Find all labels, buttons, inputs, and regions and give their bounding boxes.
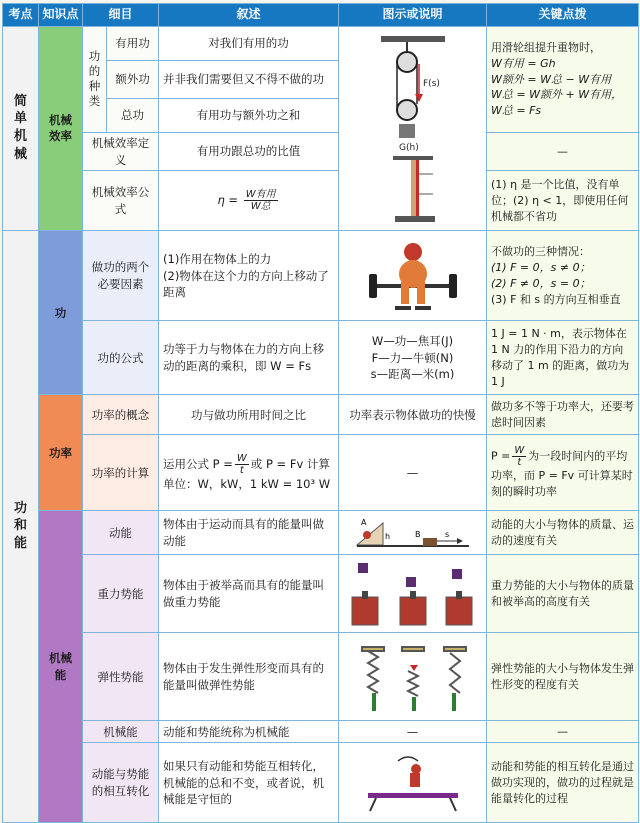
key-pulley xyxy=(487,27,639,133)
conversion-desc: 如果只有动能和势能互相转化，机械能的总和不变，或者说，机械能是守恒的 xyxy=(159,743,339,823)
pulley-force-label: F(s) xyxy=(422,78,440,89)
gravity-illustration xyxy=(339,555,487,633)
key-pulley-f3: W总 = W额外 + W有用， xyxy=(491,88,623,102)
conversion-name: 动能与势能的相互转化 xyxy=(83,743,159,823)
elastic-illustration xyxy=(339,633,487,721)
key-conversion: 动能和势能的相互转化是通过做功实现的，做功的过程就是能量转化的过程 xyxy=(487,743,639,823)
extra-work-name: 额外功 xyxy=(107,61,159,99)
power-calc-post: 或 P = Fv 计算 xyxy=(250,457,330,471)
total-work-desc: 有用功与额外功之和 xyxy=(159,99,339,133)
work-unit-f: F—力—牛顿(N) xyxy=(371,350,454,365)
work-types-label: 功的种类 xyxy=(83,27,107,133)
key-no-work-c3: (3) F 和 s 的方向互相垂直 xyxy=(491,292,621,306)
eff-def-desc: 有用功跟总功的比值 xyxy=(159,133,339,171)
gravity-name: 重力势能 xyxy=(83,555,159,633)
knowledge-power: 功率 xyxy=(39,395,83,511)
eff-den: W总 xyxy=(250,201,271,213)
key-no-work xyxy=(487,231,639,321)
eta-symbol: η = xyxy=(217,193,239,208)
power-calc-num: W xyxy=(236,453,247,464)
key-no-work-c2: (2) F ≠ 0，s = 0； xyxy=(491,276,591,290)
power-calc-den: t xyxy=(239,465,244,476)
kinetic-label-b: B xyxy=(414,529,421,539)
kinetic-label-s: s xyxy=(444,529,449,539)
power-concept-name: 功率的概念 xyxy=(83,395,159,435)
header-detail: 细目 xyxy=(83,4,159,27)
power-concept-desc: 功与做功所用时间之比 xyxy=(159,395,339,435)
kinetic-label-a: A xyxy=(360,517,366,527)
key-power-calc-post: 为一段时间内的平均功率，而 P = Fv 可计算某时刻的瞬时功率 xyxy=(491,449,633,499)
key-elastic: 弹性势能的大小与物体发生弹性形变的程度有关 xyxy=(487,633,639,721)
header-key: 关键点拨 xyxy=(487,4,639,27)
work-formula-name: 功的公式 xyxy=(83,321,159,395)
work-unit-w: W—功—焦耳(J) xyxy=(371,333,454,348)
mech-energy-name: 机械能 xyxy=(83,721,159,743)
pulley-illustration xyxy=(339,27,487,231)
elastic-springs-icon xyxy=(348,641,478,713)
power-calc-illu: — xyxy=(339,435,487,511)
key-pulley-f4: W总 = Fs xyxy=(491,104,542,118)
key-pulley-f2: W额外 = W总 − W有用 xyxy=(491,72,612,86)
eff-formula-name: 机械效率公式 xyxy=(83,171,159,231)
knowledge-efficiency: 机械效率 xyxy=(39,27,83,231)
useful-work-name: 有用功 xyxy=(107,27,159,61)
kinetic-ramp-icon xyxy=(353,515,473,551)
mech-energy-desc: 动能和势能统称为机械能 xyxy=(159,721,339,743)
eff-def-name: 机械效率定义 xyxy=(83,133,159,171)
power-calc-unit: 单位：W，kW，1 kW = 10³ W xyxy=(163,477,331,491)
header-knowledge: 知识点 xyxy=(39,4,83,27)
pulley-load-label: G(h) xyxy=(398,142,419,153)
power-calc-desc xyxy=(159,435,339,511)
header-topic: 考点 xyxy=(3,4,39,27)
key-power-den: t xyxy=(517,457,522,469)
gravity-jars-icon xyxy=(348,561,478,627)
weightlifter-illustration xyxy=(339,231,487,321)
mech-energy-illu: — xyxy=(339,721,487,743)
work-factors-desc xyxy=(159,231,339,321)
key-power-num: W xyxy=(514,445,525,457)
elastic-name: 弹性势能 xyxy=(83,633,159,721)
weightlifter-icon xyxy=(363,238,463,314)
key-power-concept: 做功多不等于功率大，还要考虑时间因素 xyxy=(487,395,639,435)
work-factor-2: (2)物体在这个力的方向上移动了距离 xyxy=(163,268,329,300)
pulley-diagram xyxy=(373,34,453,224)
header-desc: 叙述 xyxy=(159,4,339,27)
work-factor-1: (1)作用在物体上的力 xyxy=(163,251,272,266)
kinetic-name: 动能 xyxy=(83,511,159,555)
total-work-name: 总功 xyxy=(107,99,159,133)
kinetic-label-h: h xyxy=(384,531,390,541)
work-factors-name: 做功的两个必要因素 xyxy=(83,231,159,321)
key-gravity: 重力势能的大小与物体的质量和被举高的高度有关 xyxy=(487,555,639,633)
kinetic-desc: 物体由于运动而具有的能量叫做动能 xyxy=(159,511,339,555)
key-eff-formula: (1) η 是一个比值，没有单位；(2) η < 1，即使用任何机械都不省功 xyxy=(487,171,639,231)
key-power-calc xyxy=(487,435,639,511)
knowledge-work: 功 xyxy=(39,231,83,395)
knowledge-mech-energy: 机械能 xyxy=(39,511,83,823)
power-calc-name: 功率的计算 xyxy=(83,435,159,511)
elastic-desc: 物体由于发生弹性形变而具有的能量叫做弹性势能 xyxy=(159,633,339,721)
eff-formula xyxy=(159,171,339,231)
useful-work-desc: 对我们有用的功 xyxy=(159,27,339,61)
knowledge-table xyxy=(2,3,639,823)
extra-work-desc: 并非我们需要但又不得不做的功 xyxy=(159,61,339,99)
eff-num: W有用 xyxy=(245,189,276,201)
topic-simple-machines: 简单机械 xyxy=(3,27,39,231)
power-concept-illu: 功率表示物体做功的快慢 xyxy=(339,395,487,435)
key-no-work-c1: (1) F = 0，s ≠ 0； xyxy=(491,260,591,274)
header-illustration: 图示或说明 xyxy=(339,4,487,27)
gravity-desc: 物体由于被举高而具有的能量叫做重力势能 xyxy=(159,555,339,633)
key-no-work-title: 不做功的三种情况： xyxy=(491,244,591,258)
work-units xyxy=(339,321,487,395)
key-eff-def: — xyxy=(487,133,639,171)
key-power-calc-pre: P = xyxy=(491,449,511,463)
conversion-illustration xyxy=(339,743,487,823)
power-calc-pre: 运用公式 P = xyxy=(163,457,233,471)
key-pulley-intro: 用滑轮组提升重物时， xyxy=(491,40,602,54)
topic-work-energy: 功和能 xyxy=(3,231,39,823)
work-formula-desc: 功等于力与物体在力的方向上移动的距离的乘积，即 W = Fs xyxy=(159,321,339,395)
key-pulley-f1: W有用 = Gh xyxy=(491,56,556,70)
key-mech-energy: — xyxy=(487,721,639,743)
key-kinetic: 动能的大小与物体的质量、运动的速度有关 xyxy=(487,511,639,555)
key-joule: 1 J = 1 N · m，表示物体在 1 N 力的作用下沿力的方向移动了 1 m 的距离，做功为 1 J xyxy=(487,321,639,395)
work-unit-s: s—距离—米(m) xyxy=(370,367,455,382)
kinetic-illustration xyxy=(339,511,487,555)
